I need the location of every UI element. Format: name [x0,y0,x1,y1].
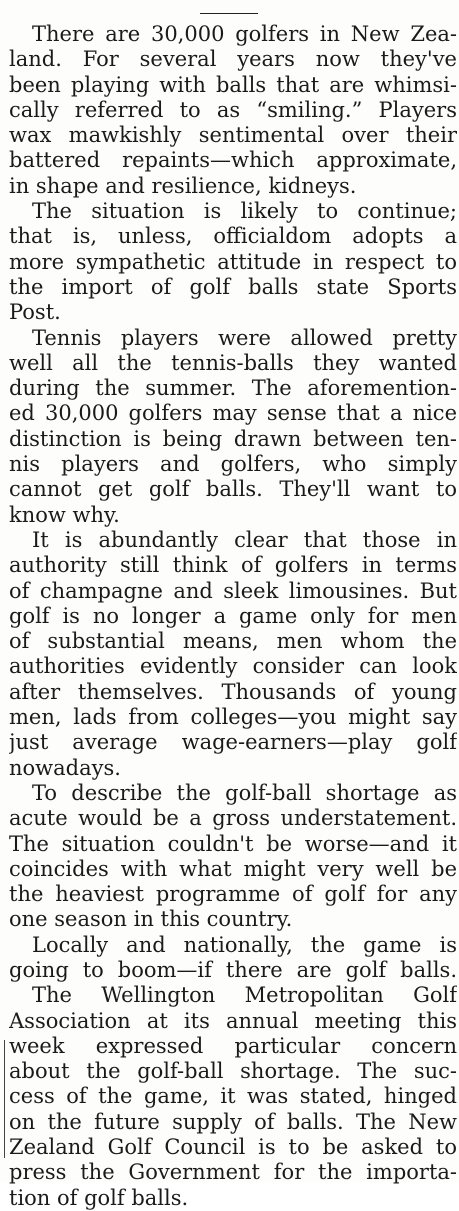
article-column [9,22,457,1211]
text-line: more sympathetic attitude in respect to [9,249,457,274]
text-line: after themselves. Thousands of young [9,679,457,704]
text-line: in shape and resilience, kidneys. [9,173,357,198]
text-line: authority still think of golfers in terms [9,553,457,578]
text-line: The situation is likely to continue; [32,199,457,224]
text-line: ed 30,000 golfers may sense that a nice [9,401,457,426]
article-paragraph [9,781,457,933]
text-line: cess of the game, it was stated, hinged [9,1084,457,1109]
text-line: know why. [9,502,120,527]
text-line: on the future supply of balls. The New [9,1109,457,1134]
text-line: of champagne and sleek limousines. But [9,578,457,603]
text-line: Tennis players were allowed pretty [32,325,457,350]
text-line: press the Government for the importa- [9,1160,457,1185]
text-line: during the summer. The aforemention- [9,376,457,401]
text-line: one season in this country. [9,907,293,932]
article-paragraph [9,22,457,199]
text-line: coincides with what might very well be [9,856,457,881]
text-line: of substantial means, men whom the [9,629,457,654]
article-paragraph [9,933,457,1211]
text-line: nowadays. [9,755,121,780]
text-line: Post. [9,300,61,325]
text-line: The Wellington Metropolitan Golf [32,983,457,1008]
text-line: going to boom—if there are golf balls. [9,957,457,982]
text-line: just average wage-earners—play golf [9,730,457,755]
text-line: Zealand Golf Council is to be asked to [9,1135,457,1160]
text-line: men, lads from colleges—you might say [9,705,457,730]
text-line: distinction is being drawn between ten- [9,426,457,451]
text-line: been playing with balls that are whimsi- [9,72,457,97]
text-line: cannot get golf balls. They'll want to [9,477,457,502]
text-line: nis players and golfers, who simply [9,452,457,477]
column-rule [200,13,258,14]
text-line: that is, unless, officialdom adopts a [9,224,457,249]
text-line: golf is no longer a game only for men [9,603,457,628]
text-line: week expressed particular concern [9,1033,457,1058]
article-paragraph [9,326,457,528]
text-line: The situation couldn't be worse—and it [9,831,457,856]
text-line: the heaviest programme of golf for any [9,882,457,907]
text-line: well all the tennis-balls they wanted [9,350,457,375]
text-line: the import of golf balls state Sports [9,274,457,299]
column-edge-line [4,1040,5,1158]
text-line: cally referred to as “smiling.” Players [9,97,457,122]
text-line: battered repaints—which approximate, [9,148,457,173]
text-line: acute would be a gross understatement. [9,806,457,831]
text-line: There are 30,000 golfers in New Zea- [32,22,457,46]
text-line: Association at its annual meeting this [9,1008,457,1033]
text-line: about the golf-ball shortage. The suc- [9,1059,457,1084]
text-line: To describe the golf-ball shortage as [32,780,457,805]
text-line: authorities evidently consider can look [9,654,457,679]
article-paragraph [9,528,457,781]
article-paragraph [9,199,457,325]
text-line: Locally and nationally, the game is [32,932,457,957]
text-line: tion of golf balls. [9,1185,189,1210]
text-line: land. For several years now they've [9,47,457,72]
text-line: wax mawkishly sentimental over their [9,123,457,148]
text-line: It is abundantly clear that those in [32,527,457,552]
